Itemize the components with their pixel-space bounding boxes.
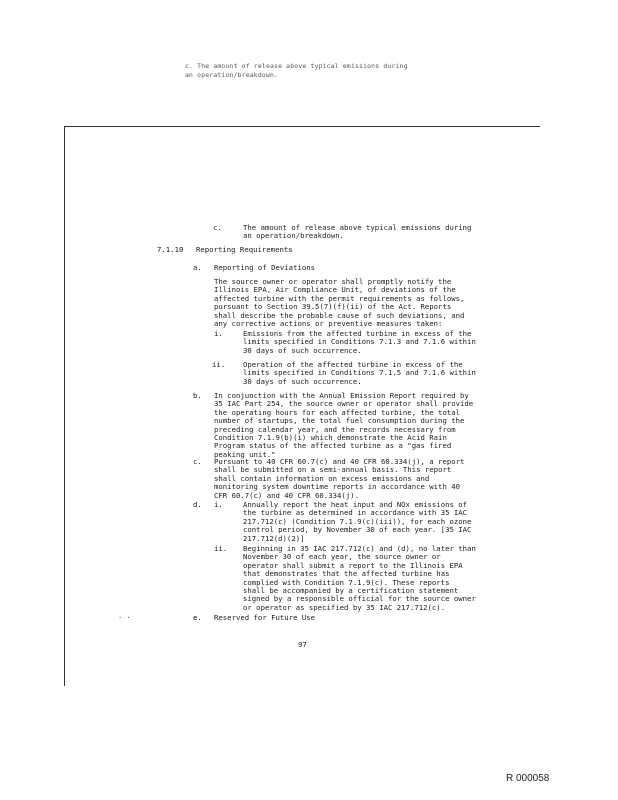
- section-title: Reporting Requirements: [196, 245, 293, 254]
- item-a-text: [214, 278, 464, 328]
- text-line: operator shall submit a report to the Illinois EPA: [243, 560, 463, 570]
- item-a-label: a.: [193, 263, 202, 272]
- text-line: monitoring system downtime reports in accordance with 40: [214, 482, 461, 492]
- scan-border-top: [64, 126, 540, 127]
- item-a-i-label: i.: [214, 329, 223, 338]
- text-line: affected turbine with the permit requirements as follows,: [214, 293, 465, 303]
- text-line: Illinois EPA, Air Compliance Unit, of deviations of the: [214, 285, 456, 295]
- page-number: 97: [298, 640, 307, 649]
- item-d-i-text: [243, 501, 471, 543]
- item-b-text: [214, 392, 473, 459]
- bleed-line: c. The amount of release above typical emissions during: [185, 62, 408, 70]
- item-a-ii-label: ii.: [212, 360, 226, 369]
- text-line: shall describe the probable cause of such deviations, and: [214, 310, 465, 320]
- text-line: shall be submitted on a semi-annual basis. This report: [214, 465, 452, 475]
- text-line: the operating hours for each affected turbine, the total: [214, 407, 461, 417]
- text-line: the turbine as determined in accordance with 35 IAC: [243, 508, 468, 518]
- bleed-line: an operation/breakdown.: [185, 71, 279, 79]
- text-line: pursuant to Section 39.5(7)(f)(ii) of the Act. Reports: [214, 302, 452, 312]
- text-line: preceding calendar year, and the records necessary from: [214, 424, 456, 434]
- text-line: peaking unit.": [214, 449, 276, 459]
- text-line: that demonstrates that the affected turbine has: [243, 569, 450, 579]
- text-line: CFR 60.7(c) and 40 CFR 60.334(j).: [214, 490, 359, 500]
- item-e-title: Reserved for Future Use: [214, 613, 316, 622]
- item-d-label: d.: [193, 500, 202, 509]
- item-a-i-text: [243, 330, 476, 355]
- text-line: Beginning in 35 IAC 217.712(c) and (d), no later than: [243, 544, 476, 553]
- text-line: an operation/breakdown.: [243, 231, 345, 241]
- text-line: Emissions from the affected turbine in excess of the: [243, 329, 472, 338]
- text-line: In conjunction with the Annual Emission Report required by: [214, 391, 469, 400]
- text-line: The source owner or operator shall promptly notify the: [214, 277, 452, 286]
- item-d-i-label: i.: [214, 500, 223, 509]
- section-number: 7.1.10: [157, 245, 184, 254]
- item-c-text: [214, 458, 464, 500]
- text-line: any corrective actions or preventive measures taken:: [214, 319, 443, 329]
- text-line: number of startups, the total fuel consumption during the: [214, 416, 465, 426]
- item-d-ii-label: ii.: [214, 544, 228, 553]
- text-line: November 30 of each year, the source owner or: [243, 552, 441, 562]
- text-line: Pursuant to 40 CFR 60.7(c) and 40 CFR 60.334(j), a report: [214, 457, 465, 466]
- text-line: 35 IAC Part 254, the source owner or operator shall provide: [214, 399, 474, 409]
- bates-number: R 000058: [506, 773, 550, 784]
- item-c-label: c.: [193, 457, 202, 466]
- text-line: Operation of the affected turbine in excess of the: [243, 360, 463, 369]
- text-line: 217.712(c) (Condition 7.1.9(c)(iii)), for each ozone: [243, 516, 472, 526]
- item-e-label: e.: [193, 613, 202, 622]
- item-a-title: Reporting of Deviations: [214, 263, 316, 272]
- text-line: 30 days of such occurrence.: [243, 345, 362, 355]
- item-c-prev-label: c.: [213, 223, 222, 232]
- text-line: 217.712(d)(2)]: [243, 533, 305, 543]
- text-line: complied with Condition 7.1.9(c). These reports: [243, 577, 450, 587]
- bleed-through-text: [185, 62, 485, 80]
- text-line: The amount of release above typical emissions during: [243, 223, 472, 232]
- text-line: Annually report the heat input and NOx emissions of: [243, 500, 468, 509]
- item-a-ii-text: [243, 361, 476, 386]
- scan-speck: · ·: [118, 614, 131, 622]
- text-line: Program status of the affected turbine as a "gas fired: [214, 441, 452, 451]
- item-b-label: b.: [193, 391, 202, 400]
- text-line: shall be accompanied by a certification statement: [243, 586, 459, 596]
- text-line: 30 days of such occurrence.: [243, 376, 362, 386]
- text-line: signed by a responsible official for the source owner: [243, 594, 476, 604]
- text-line: or operator as specified by 35 IAC 217.712(c).: [243, 602, 446, 612]
- item-c-prev-text: [243, 224, 471, 241]
- item-d-ii-text: [243, 545, 476, 612]
- text-line: limits specified in Conditions 7.1.5 and 7.1.6 within: [243, 368, 476, 378]
- text-line: Condition 7.1.9(b)(i) which demonstrate the Acid Rain: [214, 433, 447, 443]
- scan-border-left: [64, 126, 65, 686]
- text-line: control period, by November 30 of each year. [35 IAC: [243, 525, 472, 535]
- text-line: shall contain information on excess emissions and: [214, 473, 430, 483]
- text-line: limits specified in Conditions 7.1.3 and 7.1.6 within: [243, 337, 476, 347]
